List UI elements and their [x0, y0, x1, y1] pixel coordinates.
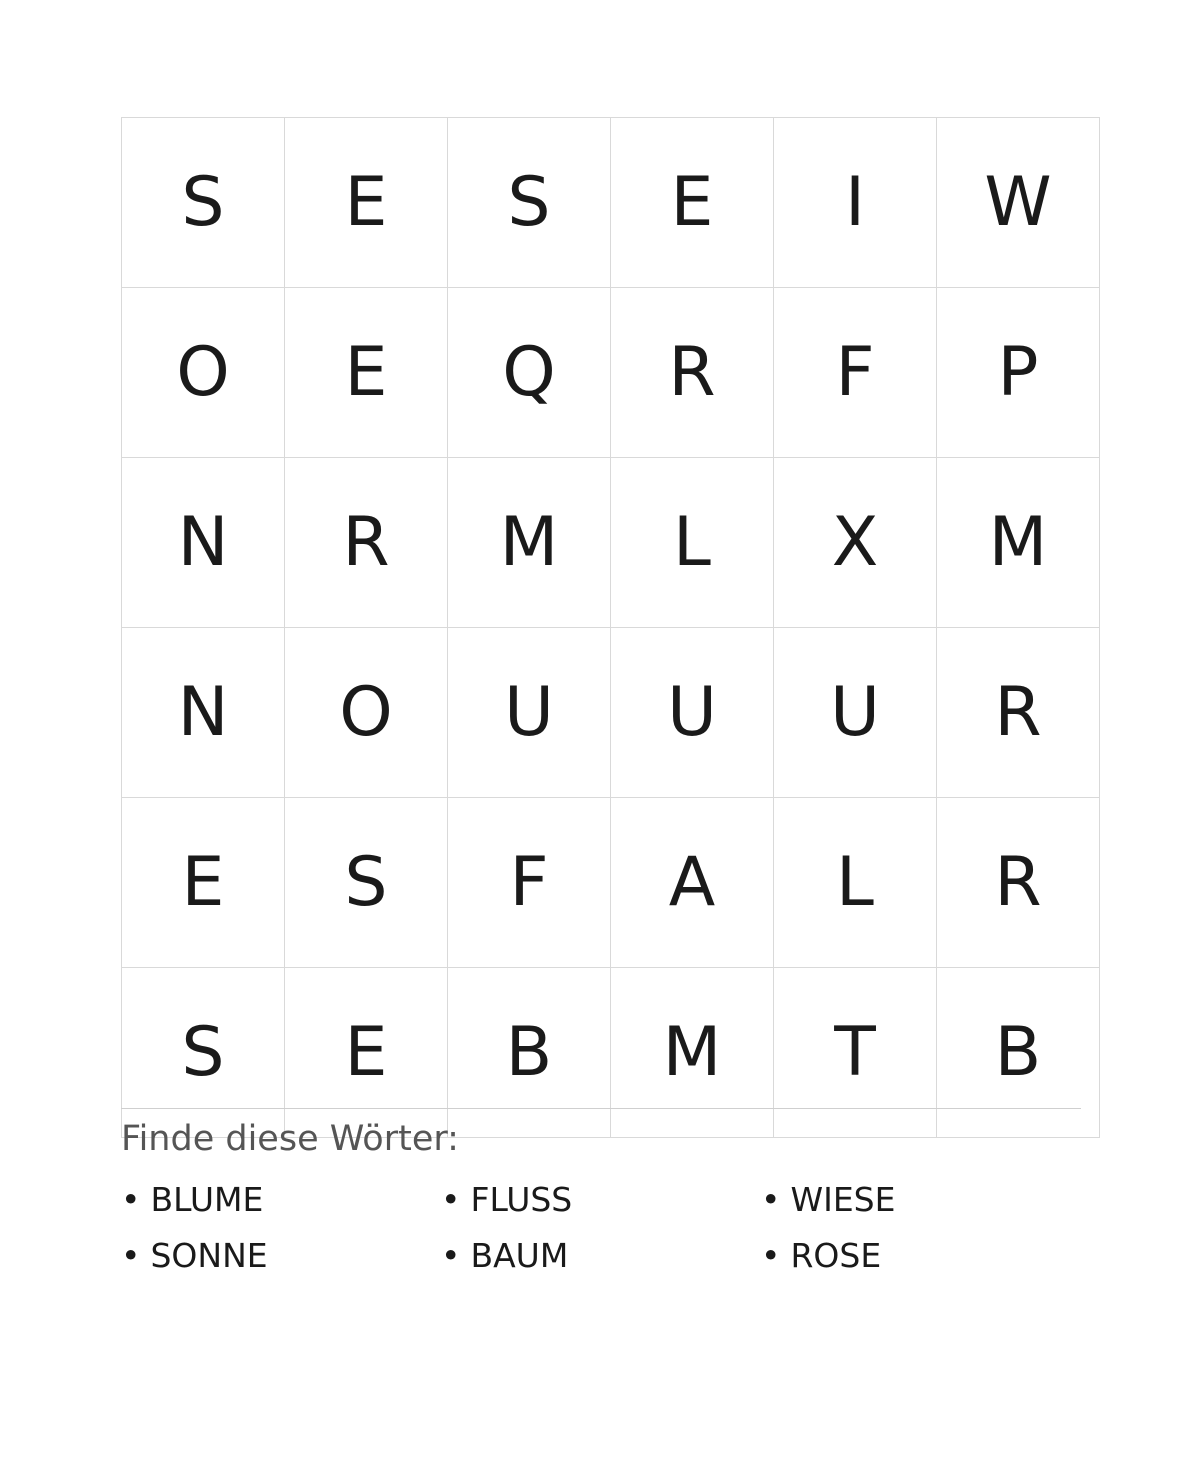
grid-row — [122, 968, 1100, 1138]
word-label: BLUME — [150, 1180, 264, 1219]
bullet-icon: • — [121, 1235, 141, 1275]
grid-cell[interactable]: R — [937, 798, 1100, 968]
grid-cell[interactable]: S — [448, 118, 611, 288]
word-label: WIESE — [790, 1180, 896, 1219]
grid-cell[interactable]: T — [774, 968, 937, 1138]
grid-cell[interactable]: M — [448, 458, 611, 628]
grid-cell[interactable]: R — [611, 288, 774, 458]
grid-row — [122, 118, 1100, 288]
bullet-icon: • — [761, 1235, 781, 1275]
grid-cell[interactable]: S — [122, 968, 285, 1138]
grid-cell[interactable]: L — [611, 458, 774, 628]
word-label: ROSE — [790, 1235, 882, 1275]
grid-cell[interactable]: W — [937, 118, 1100, 288]
list-item[interactable] — [761, 1232, 1081, 1280]
grid-cell[interactable]: E — [285, 118, 448, 288]
word-list-title: Finde diese Wörter: — [121, 1119, 459, 1159]
grid-cell[interactable]: A — [611, 798, 774, 968]
grid-row — [122, 798, 1100, 968]
bullet-icon: • — [441, 1235, 461, 1275]
grid-cell[interactable]: E — [285, 288, 448, 458]
bullet-icon: • — [441, 1180, 461, 1219]
grid-cell[interactable]: M — [611, 968, 774, 1138]
grid-cell[interactable]: O — [122, 288, 285, 458]
grid-cell[interactable]: B — [937, 968, 1100, 1138]
grid-cell[interactable]: U — [611, 628, 774, 798]
grid-cell[interactable]: E — [285, 968, 448, 1138]
grid-cell[interactable]: N — [122, 458, 285, 628]
word-list-row — [121, 1232, 1101, 1280]
grid-cell[interactable]: S — [285, 798, 448, 968]
word-label: BAUM — [470, 1235, 569, 1275]
grid-cell[interactable]: Q — [448, 288, 611, 458]
divider — [121, 1108, 1081, 1109]
grid-cell[interactable]: O — [285, 628, 448, 798]
grid-row — [122, 628, 1100, 798]
bullet-icon: • — [121, 1180, 141, 1219]
list-item[interactable] — [441, 1232, 761, 1280]
letter-grid — [121, 117, 1100, 1138]
grid-cell[interactable]: L — [774, 798, 937, 968]
grid-cell[interactable]: E — [122, 798, 285, 968]
grid-cell[interactable]: F — [774, 288, 937, 458]
word-list-row — [121, 1176, 1101, 1224]
grid-cell[interactable]: N — [122, 628, 285, 798]
grid-cell[interactable]: U — [774, 628, 937, 798]
grid-cell[interactable]: R — [285, 458, 448, 628]
grid-cell[interactable]: U — [448, 628, 611, 798]
grid-cell[interactable]: E — [611, 118, 774, 288]
grid-row — [122, 288, 1100, 458]
grid-cell[interactable]: M — [937, 458, 1100, 628]
bullet-icon: • — [761, 1180, 781, 1219]
word-list-section — [121, 1118, 1101, 1280]
word-list — [121, 1176, 1101, 1280]
grid-cell[interactable]: X — [774, 458, 937, 628]
list-item[interactable] — [441, 1176, 761, 1224]
grid-cell[interactable]: S — [122, 118, 285, 288]
grid-cell[interactable]: I — [774, 118, 937, 288]
word-label: SONNE — [150, 1235, 268, 1275]
letter-grid-container — [121, 117, 1081, 1138]
word-label: FLUSS — [470, 1180, 573, 1219]
grid-cell[interactable]: R — [937, 628, 1100, 798]
list-item[interactable] — [121, 1176, 441, 1224]
list-item[interactable] — [761, 1176, 1081, 1224]
list-item[interactable] — [121, 1232, 441, 1280]
grid-row — [122, 458, 1100, 628]
grid-cell[interactable]: P — [937, 288, 1100, 458]
grid-cell[interactable]: B — [448, 968, 611, 1138]
grid-cell[interactable]: F — [448, 798, 611, 968]
